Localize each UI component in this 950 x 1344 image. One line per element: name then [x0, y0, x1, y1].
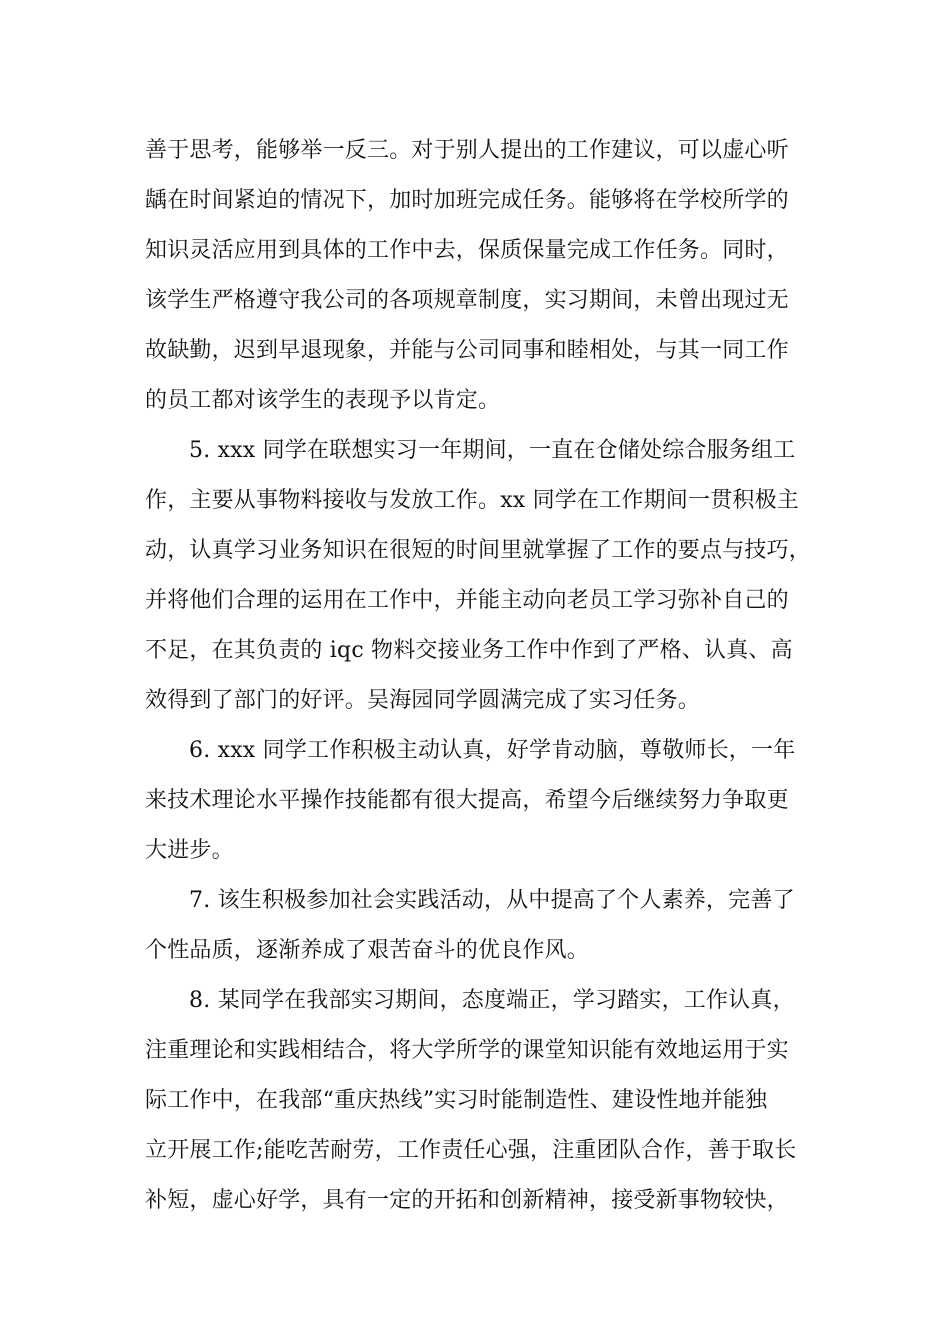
text-line: 龋在时间紧迫的情况下，加时加班完成任务。能够将在学校所学的 [145, 188, 789, 213]
text-line: 注重理论和实践相结合，将大学所学的课堂知识能有效地运用于实 [145, 1038, 789, 1063]
text-line: 际工作中，在我部“重庆热线”实习时能制造性、建设性地并能独 [145, 1088, 768, 1113]
text-line: 该学生严格遵守我公司的各项规章制度，实习期间，未曾出现过无 [145, 288, 789, 313]
text-line: 立开展工作;能吃苦耐劳，工作责任心强，注重团队合作，善于取长 [145, 1138, 797, 1163]
text-line: 效得到了部门的好评。吴海园同学圆满完成了实习任务。 [145, 688, 701, 713]
paragraph-6-line: 6. xxx 同学工作积极主动认真，好学肯动脑，尊敬师长，一年 [189, 738, 796, 763]
text-line: 大进步。 [145, 838, 234, 863]
text-line: 知识灵活应用到具体的工作中去，保质保量完成工作任务。同时， [145, 238, 789, 263]
text-line: 来技术理论水平操作技能都有很大提高，希望今后继续努力争取更 [145, 788, 789, 813]
paragraph-8-line: 8. 某同学在我部实习期间，态度端正，学习踏实，工作认真， [189, 988, 795, 1013]
text-line: 故缺勤，迟到早退现象，并能与公司同事和睦相处，与其一同工作 [145, 338, 789, 363]
text-line: 善于思考，能够举一反三。对于别人提出的工作建议，可以虚心听 [145, 138, 789, 163]
text-line: 补短，虚心好学，具有一定的开拓和创新精神，接受新事物较快， [145, 1188, 789, 1213]
text-line: 的员工都对该学生的表现予以肯定。 [145, 388, 501, 413]
text-line: 个性品质，逐渐养成了艰苦奋斗的优良作风。 [145, 938, 590, 963]
text-line: 并将他们合理的运用在工作中，并能主动向老员工学习弥补自己的 [145, 588, 789, 613]
text-line: 不足，在其负责的 iqc 物料交接业务工作中作到了严格、认真、高 [145, 638, 793, 663]
paragraph-7-line: 7. 该生积极参加社会实践活动，从中提高了个人素养，完善了 [189, 888, 795, 913]
paragraph-5-line: 5. xxx 同学在联想实习一年期间，一直在仓储处综合服务组工 [189, 438, 796, 463]
text-line: 作，主要从事物料接收与发放工作。xx 同学在工作期间一贯积极主 [145, 488, 800, 513]
text-line: 动，认真学习业务知识在很短的时间里就掌握了工作的要点与技巧， [145, 538, 812, 563]
